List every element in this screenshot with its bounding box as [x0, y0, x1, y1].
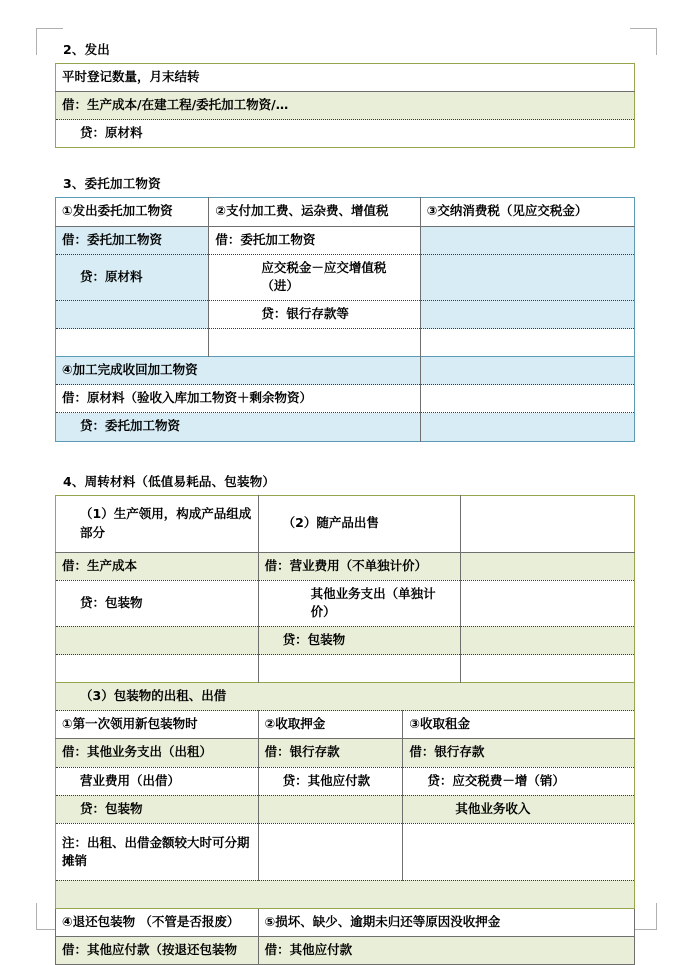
cell-r3c3: [461, 626, 635, 654]
cell-r4c2: [209, 329, 420, 357]
col-header-2: ②支付加工费、运杂费、增值税: [209, 198, 420, 226]
cell-spacer: [56, 880, 635, 908]
section-4-table-a: [55, 495, 635, 684]
cell-r4c1: [56, 655, 259, 683]
col-header-1: ①第一次领用新包装物时: [56, 711, 259, 739]
table-row: [56, 823, 635, 880]
cell-r1c2: 借：银行存款: [258, 739, 403, 767]
table-row: [56, 580, 635, 626]
cell-r2c1: 贷：包装物: [56, 580, 259, 626]
col-header-3: ③交纳消费税（见应交税金）: [420, 198, 634, 226]
cell-note: 注：出租、出借金额较大时可分期摊销: [56, 823, 259, 880]
cell-empty-1: [420, 357, 634, 385]
cell-r1c3: [461, 552, 635, 580]
section-2-table: [55, 63, 635, 148]
table-row: [56, 795, 635, 823]
table-row: [56, 64, 635, 92]
table-row: [56, 413, 635, 441]
cell-r3c3: [420, 300, 634, 328]
cell-r1c3: [420, 226, 634, 254]
cell-r2c3: [461, 580, 635, 626]
cell-r2c1: 营业费用（出借）: [56, 767, 259, 795]
cell-r1c3: 借：银行存款: [403, 739, 635, 767]
cell-debit: 借：原材料（验收入库加工物资＋剩余物资）: [56, 385, 421, 413]
col-header-1: ①发出委托加工物资: [56, 198, 209, 226]
col-header-1: （1）生产领用，构成产品组成部分: [56, 495, 259, 552]
table-row: [56, 739, 635, 767]
section-4-heading: 4、周转材料（低值易耗品、包装物）: [63, 473, 276, 489]
cell-r1c1: 借：生产成本: [56, 552, 259, 580]
cell-r3c1: 贷：包装物: [56, 795, 259, 823]
cell-r3c3: 其他业务收入: [403, 795, 635, 823]
col-header-1: ④退还包装物 （不管是否报废）: [56, 909, 259, 937]
col-header-2: （2）随产品出售: [258, 495, 461, 552]
cell-r2c3: [420, 254, 634, 300]
col-header-4: ④加工完成收回加工物资: [56, 357, 421, 385]
table-row: [56, 937, 635, 965]
col-header-2: ②收取押金: [258, 711, 403, 739]
table-row: [56, 880, 635, 908]
col-header-3: ③收取租金: [403, 711, 635, 739]
cell-r4c1: [56, 329, 209, 357]
document-content: [55, 40, 635, 965]
col-header-2: ⑤损坏、缺少、逾期未归还等原因没收押金: [258, 909, 634, 937]
table-row: [56, 92, 635, 120]
cell-r2c3: 贷：应交税费－增（销）: [403, 767, 635, 795]
cell-r4c2: [258, 655, 461, 683]
cell-r4c3: [461, 655, 635, 683]
table-header-row: [56, 198, 635, 226]
cell-r1c1: 借：委托加工物资: [56, 226, 209, 254]
section-3-heading: 3、委托加工物资: [63, 176, 161, 192]
cell-r2c2: 应交税金－应交增值税（进）: [209, 254, 420, 300]
table-row: [56, 552, 635, 580]
cell-r3c1: [56, 626, 259, 654]
cell-credit: 贷：委托加工物资: [56, 413, 421, 441]
cell-empty-3: [420, 413, 634, 441]
cell-empty-2: [420, 385, 634, 413]
table-row: [56, 767, 635, 795]
cell-r2c2: 其他业务支出（单独计价）: [258, 580, 461, 626]
cell-r4c2: [258, 823, 403, 880]
table-row: [56, 300, 635, 328]
sub-table-header: （3）包装物的出租、出借: [56, 683, 635, 711]
section-4-table-b: [55, 683, 635, 909]
table-row: [56, 385, 635, 413]
cell-debit: 借：生产成本/在建工程/委托加工物资/…: [56, 92, 635, 120]
table-row: [56, 626, 635, 654]
cell-r4c3: [403, 823, 635, 880]
cell-r2c1: 贷：原材料: [56, 254, 209, 300]
table-row: [56, 254, 635, 300]
table-row: [56, 329, 635, 357]
cell-note: 平时登记数量，月末结转: [56, 64, 635, 92]
cell-r3c2: 贷：包装物: [258, 626, 461, 654]
cell-r1c2: 借：营业费用（不单独计价）: [258, 552, 461, 580]
cell-r1c1: 借：其他应付款（按退还包装物: [56, 937, 259, 965]
table-header-row: [56, 683, 635, 711]
table-row: [56, 120, 635, 148]
cell-r1c1: 借：其他业务支出（出租）: [56, 739, 259, 767]
cell-r2c2: 贷：其他应付款: [258, 767, 403, 795]
cell-r3c1: [56, 300, 209, 328]
cell-r3c2: 贷：银行存款等: [209, 300, 420, 328]
cell-r1c2: 借：委托加工物资: [209, 226, 420, 254]
table-header-row: [56, 909, 635, 937]
cell-r4c3: [420, 329, 634, 357]
section-3-table-a: [55, 197, 635, 357]
cell-r3c2: [258, 795, 403, 823]
cell-r1c2: 借：其他应付款: [258, 937, 634, 965]
table-row: [56, 226, 635, 254]
table-header-row: [56, 495, 635, 552]
table-row: [56, 655, 635, 683]
col-header-3: [461, 495, 635, 552]
section-3-table-b: [55, 357, 635, 441]
table-header-row: [56, 357, 635, 385]
section-2-heading: 2、发出: [63, 42, 110, 57]
cell-credit: 贷：原材料: [56, 120, 635, 148]
table-header-row: [56, 711, 635, 739]
